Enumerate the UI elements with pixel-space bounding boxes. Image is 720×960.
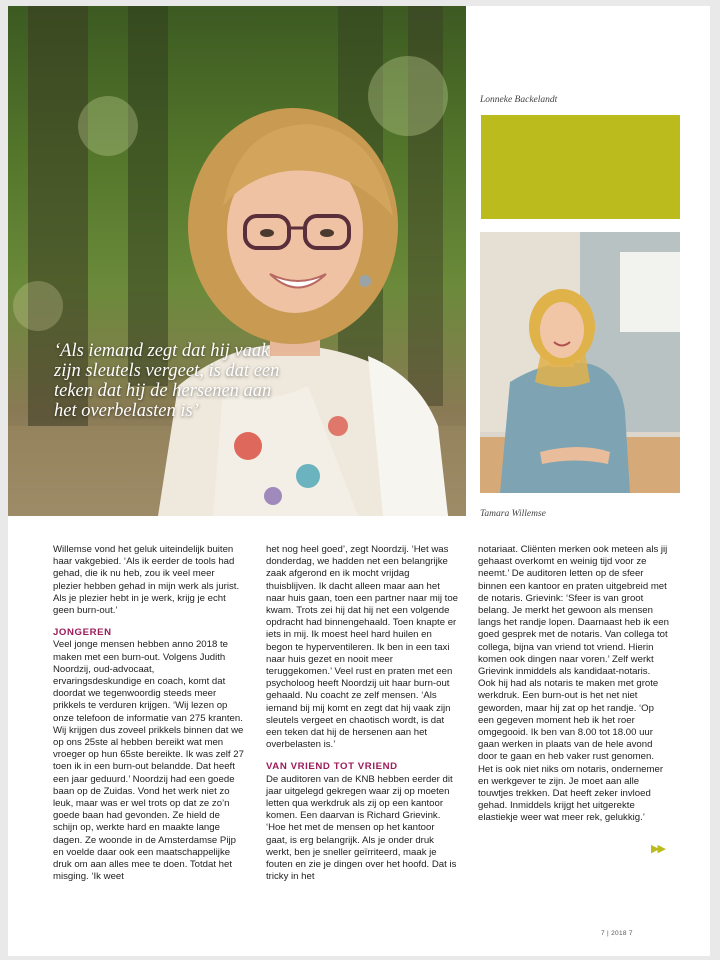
- photo-caption-top: Lonneke Backelandt: [480, 95, 558, 105]
- accent-color-block: [481, 115, 680, 219]
- hero-portrait-illustration: [8, 6, 466, 516]
- hero-photo: [8, 6, 466, 516]
- page-footer: 7 | 2018 7: [601, 930, 633, 937]
- secondary-portrait-illustration: [480, 232, 680, 493]
- paragraph: Veel jonge mensen hebben anno 2018 te maken met een burn-out. Volgens Judith Noordzij, oud-advocaat, ervaringsdeskundige en coach, komt dat doordat we tegenwoordig steeds meer prikkels te verduren krijgen. ‘Wij lezen op onze telefoon de informatie van 275 kranten. Wij krijgen dus zoveel prikkels binnen dat we op ons 25ste al hebben bereikt wat men vroeger op hun 65ste bereikte. Ik was zelf 27 toen ik in een burn-out belandde. Dat heeft een jaar geduurd.’ Noordzij had een goede baan op de Zuidas. Vond het werk niet zo leuk, maar was er wel trots op dat ze zo’n goede baan had gevonden. Ze hield de schijn op, werkte hard en maakte lange dagen. Ze woonde in de Amsterdamse Pijp en voelde daar ook een maatschappelijke druk om aan alles mee te doen. Totdat het misging. ‘Ik weet: [53, 639, 244, 883]
- paragraph: notariaat. Cliënten merken ook meteen als jij gehaast overkomt en weinig tijd voor ze neemt.’ De auditoren letten op de sfeer binnen een kantoor en praten uitgebreid met de notaris. Grievink: ‘Sfeer is van groot belang. Je merkt het gewoon als mensen langs het randje lopen. Daarnaast heb ik een goed gesprek met de notaris. Van collega tot collega, bijna van vriend tot vriend. Hierin komen ook dingen naar voren.’ Zelf werkt Grievink inmiddels als kandidaat-notaris. Ook hij had als notaris te maken met grote werkdruk. Een burn-out is het net niet geworden, maar hij zat op het randje. ‘Op een gegeven moment heb ik het roer omgegooid. Ik ben van 8.00 tot 18.00 uur gaan werken in plaats van de hele avond door te gaan en heb vaker rust genomen. Het is ook niet niks om notaris, ondernemer en werkgever te zijn. Je moet aan alle touwtjes trekken. Dat heeft zeker invloed gehad. Inmiddels krijgt het uitgerekte elastiekje weer wat meer rek, gelukkig.’: [478, 544, 669, 824]
- magazine-page: [8, 6, 710, 956]
- article-column-2: [266, 544, 458, 883]
- photo-caption-bottom: Tamara Willemse: [480, 509, 546, 519]
- paragraph: De auditoren van de KNB hebben eerder dit jaar uitgelegd gekregen waar zij op moeten letten qua werkdruk als zij op een kantoor komen. Een daarvan is Richard Grievink. ‘Hoe het met de mensen op het kantoor gaat, is erg belangrijk. Als je onder druk werkt, ben je sneller geïrriteerd, maak je fouten en zie je dingen over het hoofd. Dat is tricky in het: [266, 773, 457, 883]
- section-heading-van-vriend-tot-vriend: VAN VRIEND TOT VRIEND: [266, 761, 398, 773]
- continue-arrows-icon: ▶▶: [651, 842, 664, 855]
- section-heading-jongeren: JONGEREN: [53, 627, 112, 639]
- article-column-3: [478, 544, 670, 825]
- article-column-1: [53, 544, 245, 883]
- paragraph: Willemse vond het geluk uiteindelijk buiten haar vakgebied. ‘Als ik eerder de tools had gehad, die ik nu heb, zou ik veel meer plezier hebben gehad in mijn werk als jurist. Als je plezier hebt in je werk, krijg je echt geen burn-out.’: [53, 544, 240, 617]
- secondary-photo: [480, 232, 680, 493]
- paragraph: het nog heel goed’, zegt Noordzij. ‘Het was donderdag, we hadden net een belangrijke zaak afgerond en ik mocht vrijdag thuisblijven. Ik dacht alleen maar aan het naar huis gaan, toen een partner naar mij toe kwam. Trots zei hij dat hij net een volgende opdracht had binnengehaald. Toen knapte er iets in mij. Ik moest heel hard huilen en begon te hyperventileren. Ik ben in een taxi naar huis gezet en nooit meer teruggekomen.’ Veel rust en praten met een psycholoog heeft Noordzij uit haar burn-out gehaald. Nu coacht ze zelf mensen. ‘Als iemand bij mij komt en zegt dat hij vaak zijn sleutels vergeet en chaotisch wordt, is dat een teken dat hij de hersenen aan het overbelasten is.’: [266, 544, 459, 751]
- pull-quote: ‘Als iemand zegt dat hij vaak zijn sleutels vergeet, is dat een teken dat hij de hersenen aan het overbelasten is’: [54, 341, 280, 421]
